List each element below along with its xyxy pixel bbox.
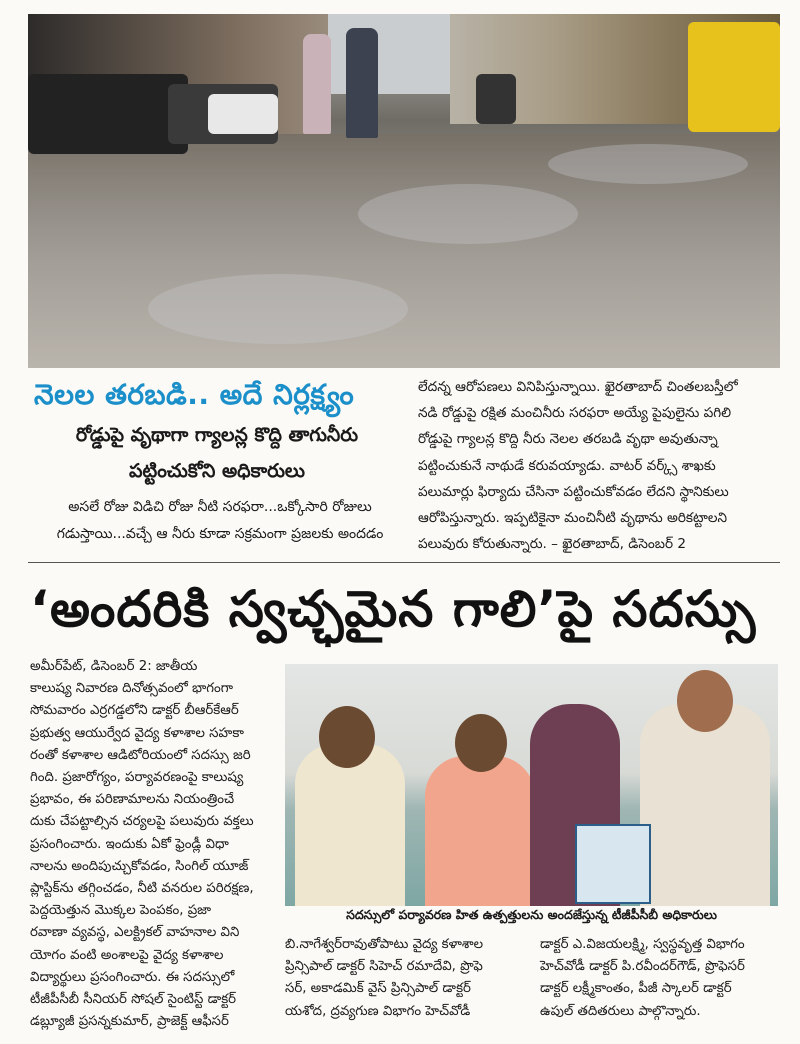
body-line: ఆరోపిస్తున్నారు. ఇప్పటికైనా మంచినీటి వృథాను అరికట్టాలని: [418, 510, 728, 527]
body-line: రవాణా వ్యవస్థ, ఎలక్ట్రికల్ వాహనాల విని: [30, 925, 240, 941]
body-line: బి.నాగేశ్వర్‌రావుతోపాటు వైద్య కళాశాల: [285, 937, 484, 952]
body-line: రోడ్డుపై గ్యాలన్ల కొద్ది నీరు నెలల తరబడి వృథా అవుతున్నా: [418, 431, 718, 448]
body-line: నడి రోడ్డుపై రక్షిత మంచినీరు సరఫరా అయ్యే పైపులైను పగిలి: [418, 405, 732, 422]
body-line: రంతో కళాశాల ఆడిటోరియంలో సదస్సు జరి: [30, 747, 251, 763]
body-line: లేదన్న ఆరోపణలు వినిపిస్తున్నాయి. ఖైరతాబాద్ చింతలబస్తీలో: [418, 379, 738, 395]
gift-bag: [575, 824, 651, 904]
body-line: డబ్ల్యూజీ ప్రసన్నకుమార్, ప్రాజెక్ట్ ఆఫీసర్: [30, 1014, 229, 1030]
body-line: డాక్టర్ ఎ.విజయలక్ష్మి, స్వస్థవృత్త విభాగం: [540, 937, 745, 952]
body-line: ప్రసంగించారు. ఇందుకు ఏకో ఫ్రెండ్లీ విధా: [30, 836, 229, 852]
body-line: పెద్దయెత్తున మొక్కల పెంపకం, ప్రజా: [30, 903, 212, 919]
story1-headline: నెలల తరబడి.. అదే నిర్లక్ష్యం: [34, 378, 355, 411]
section-divider: [28, 562, 780, 563]
story2-body-col-2: [285, 934, 530, 1023]
body-line: పట్టించుకునే నాథుడే కరువయ్యాడు. వాటర్ వర్క్స్ శాఖకు: [418, 457, 716, 474]
story2-body-col-3: [540, 934, 780, 1023]
story1-deck-line-1: రోడ్డుపై వృథాగా గ్యాలన్ల కొద్ది తాగునీరు: [75, 424, 359, 446]
story2-headline: ‘అందరికి స్వచ్ఛమైన గాలి’పై సదస్సు: [30, 580, 757, 638]
event-photo: [285, 664, 778, 906]
body-line: సోమవారం ఎర్రగడ్డలోని డాక్టర్ బీఆర్‌కేఆర్: [30, 703, 239, 719]
body-line: ప్రభుత్వ ఆయుర్వేద వైద్య కళాశాల సహకా: [30, 725, 244, 741]
body-line: ప్రిన్సిపాల్ డాక్టర్ సిహెచ్ రమాదేవి, ప్రొఫె: [285, 959, 483, 975]
body-line: యోగం వంటి అంశాలపై వైద్య కళాశాల: [30, 947, 224, 963]
auto-rickshaw: [688, 22, 780, 132]
body-line: సర్, అకాడమిక్ వైస్ ప్రిన్సిపాల్ డాక్టర్: [285, 981, 471, 997]
body-line: పలుమార్లు ఫిర్యాదు చేసినా పట్టించుకోవడం లేదని స్థానికులు: [418, 483, 729, 500]
street-water-photo: [28, 14, 780, 368]
pedestrian: [346, 28, 378, 138]
body-line: అమీర్‌పేట్, డిసెంబర్ 2: జాతీయ: [30, 659, 198, 674]
body-line: విద్యార్థులు ప్రసంగించారు. ఈ సదస్సులో: [30, 969, 235, 985]
rider: [476, 74, 516, 124]
body-line: హెచ్‌వోడీ డాక్టర్ పి.రవీందర్‌గౌడ్, ప్రొఫెసర్: [540, 959, 745, 975]
body-line: ఉపుల్ తదితరులు పాల్గొన్నారు.: [540, 1003, 701, 1019]
puddle: [548, 144, 748, 184]
body-line: డాక్టర్ లక్ష్మీకాంతం, పీజీ స్కాలర్ డాక్టర్: [540, 981, 732, 997]
puddle: [358, 184, 578, 244]
body-line: ప్రభావం, ఈ పరిణామాలను నియంత్రించే: [30, 792, 235, 808]
story1-sub-line-2: గడుస్తాయి...వచ్చే ఆ నీరు కూడా సక్రమంగా ప్రజలకు అందడం: [56, 526, 384, 542]
body-line: దుకు చేపట్టాల్సిన చర్యలపై పలువురు వక్తలు: [30, 814, 254, 830]
person-2: [425, 756, 535, 906]
body-line: ప్లాస్టిక్‌ను తగ్గించడం, నీటి వనరుల పరిరక్షణ,: [30, 881, 254, 897]
story1-sub-line-1: అసలే రోజు విడిచి రోజు నీటి సరఫరా...ఒక్కోసారి రోజులు: [68, 499, 372, 515]
story1-body: [418, 374, 780, 557]
story1-deck-line-2: పట్టించుకోని అధికారులు: [129, 460, 305, 482]
body-line: టీజీపీసీబీ సీనియర్ సోషల్ సైంటిస్ట్ డాక్టర్: [30, 992, 237, 1008]
body-line: పలువురు కోరుతున్నారు. – ఖైరతాబాద్, డిసెంబర్ 2: [418, 536, 687, 553]
parked-scooter: [208, 94, 278, 134]
puddle: [148, 274, 408, 344]
person-1-head: [319, 706, 375, 768]
pedestrian: [303, 34, 331, 134]
body-line: యశోద, ద్రవ్యగుణ విభాగం హెచ్‌వోడీ: [285, 1003, 471, 1019]
body-line: నాలను అందిపుచ్చుకోవడం, సింగిల్ యూజ్: [30, 858, 249, 874]
photo-caption: సదస్సులో పర్యావరణ హిత ఉత్పత్తులను అందజేస్తున్న టీజీపీసీబీ అధికారులు: [346, 907, 717, 922]
body-line: కాలుష్య నివారణ దినోత్సవంలో భాగంగా: [30, 681, 234, 697]
person-4-head: [677, 670, 733, 732]
story2-body-col-1: [30, 656, 280, 1033]
person-2-head: [455, 714, 507, 772]
person-1: [295, 744, 405, 906]
person-4: [640, 704, 770, 906]
body-line: గింది. ప్రజారోగ్యం, పర్యావరణంపై కాలుష్య: [30, 770, 244, 786]
parked-motorbike: [28, 74, 188, 154]
